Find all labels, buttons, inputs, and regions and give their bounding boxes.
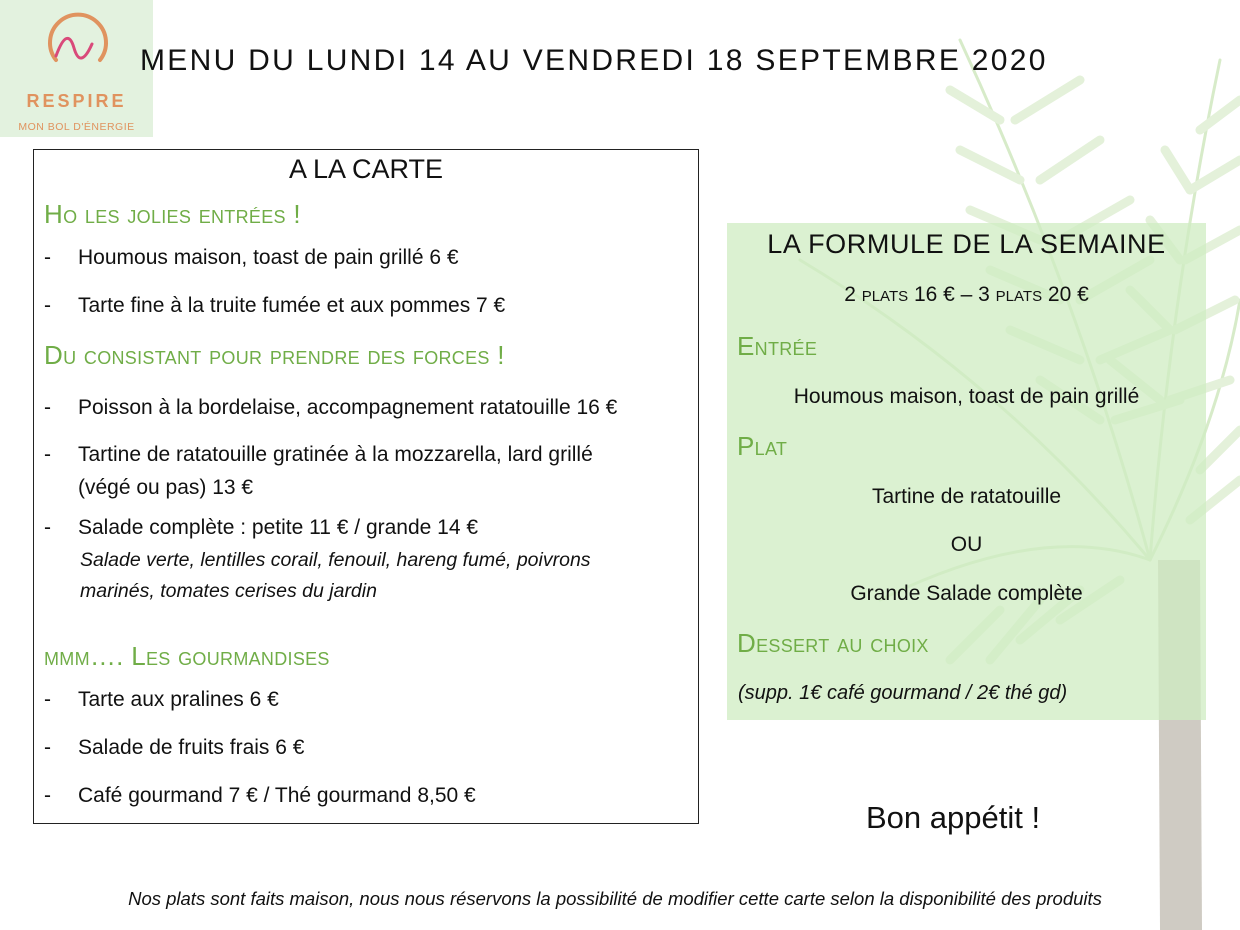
formule-entree: Houmous maison, toast de pain grillé: [793, 385, 1140, 408]
formule-plat-or: OU: [950, 533, 983, 556]
logo-swirl-icon: [42, 4, 114, 76]
bullet-dash: -: [44, 784, 51, 807]
closing-message: Bon appétit !: [866, 800, 1041, 835]
logo-name: RESPIRE: [26, 91, 127, 111]
footer-note: Nos plats sont faits maison, nous nous réservons la possibilité de modifier cette carte selon la disponibilité des produits: [128, 888, 1102, 909]
formule-panel: [727, 223, 1206, 720]
menu-item-description: Salade verte, lentilles corail, fenouil, hareng fumé, poivrons: [80, 549, 591, 571]
bullet-dash: -: [44, 516, 51, 539]
formule-plat-option: Grande Salade complète: [850, 582, 1083, 605]
bullet-dash: -: [44, 294, 51, 317]
bullet-dash: -: [44, 443, 51, 466]
bullet-dash: -: [44, 736, 51, 759]
menu-item-text: Poisson à la bordelaise, accompagnement ratatouille 16 €: [78, 396, 618, 419]
section-heading-plats: Du consistant pour prendre des forces !: [44, 340, 505, 370]
section-heading-desserts: mmm…. Les gourmandises: [44, 641, 330, 671]
formule-title: LA FORMULE DE LA SEMAINE: [767, 229, 1166, 259]
formule-entree-heading: Entrée: [737, 331, 818, 361]
brand-logo: [0, 0, 153, 137]
section-heading-entrees: Ho les jolies entrées !: [44, 199, 301, 229]
formule-dessert-heading: Dessert au choix: [737, 628, 929, 658]
menu-item-text: Salade complète : petite 11 € / grande 14 €: [78, 516, 479, 539]
carte-title: A LA CARTE: [288, 154, 444, 184]
menu-item-text: Tarte aux pralines 6 €: [78, 688, 279, 711]
logo-tagline: MON BOL D'ÉNERGIE: [18, 121, 135, 133]
formule-dessert-note: (supp. 1€ café gourmand / 2€ thé gd): [738, 682, 1068, 704]
bullet-dash: -: [44, 688, 51, 711]
formule-plat-heading: Plat: [737, 431, 788, 461]
menu-item-continuation: (végé ou pas) 13 €: [78, 476, 254, 499]
formule-price: 2 plats 16 € – 3 plats 20 €: [844, 283, 1089, 306]
menu-item-text: Tarte fine à la truite fumée et aux pommes 7 €: [78, 294, 506, 317]
a-la-carte-panel: [33, 149, 699, 824]
bullet-dash: -: [44, 396, 51, 419]
menu-item-text: Café gourmand 7 € / Thé gourmand 8,50 €: [78, 784, 476, 807]
bullet-dash: -: [44, 246, 51, 269]
formule-plat-option: Tartine de ratatouille: [871, 485, 1062, 508]
menu-item-text: Salade de fruits frais 6 €: [78, 736, 305, 759]
page-title: MENU DU LUNDI 14 AU VENDREDI 18 SEPTEMBRE 2020: [140, 44, 1048, 77]
menu-item-text: Tartine de ratatouille gratinée à la mozzarella, lard grillé: [78, 443, 593, 466]
menu-item-description: marinés, tomates cerises du jardin: [80, 580, 377, 602]
menu-item-text: Houmous maison, toast de pain grillé 6 €: [78, 246, 459, 269]
